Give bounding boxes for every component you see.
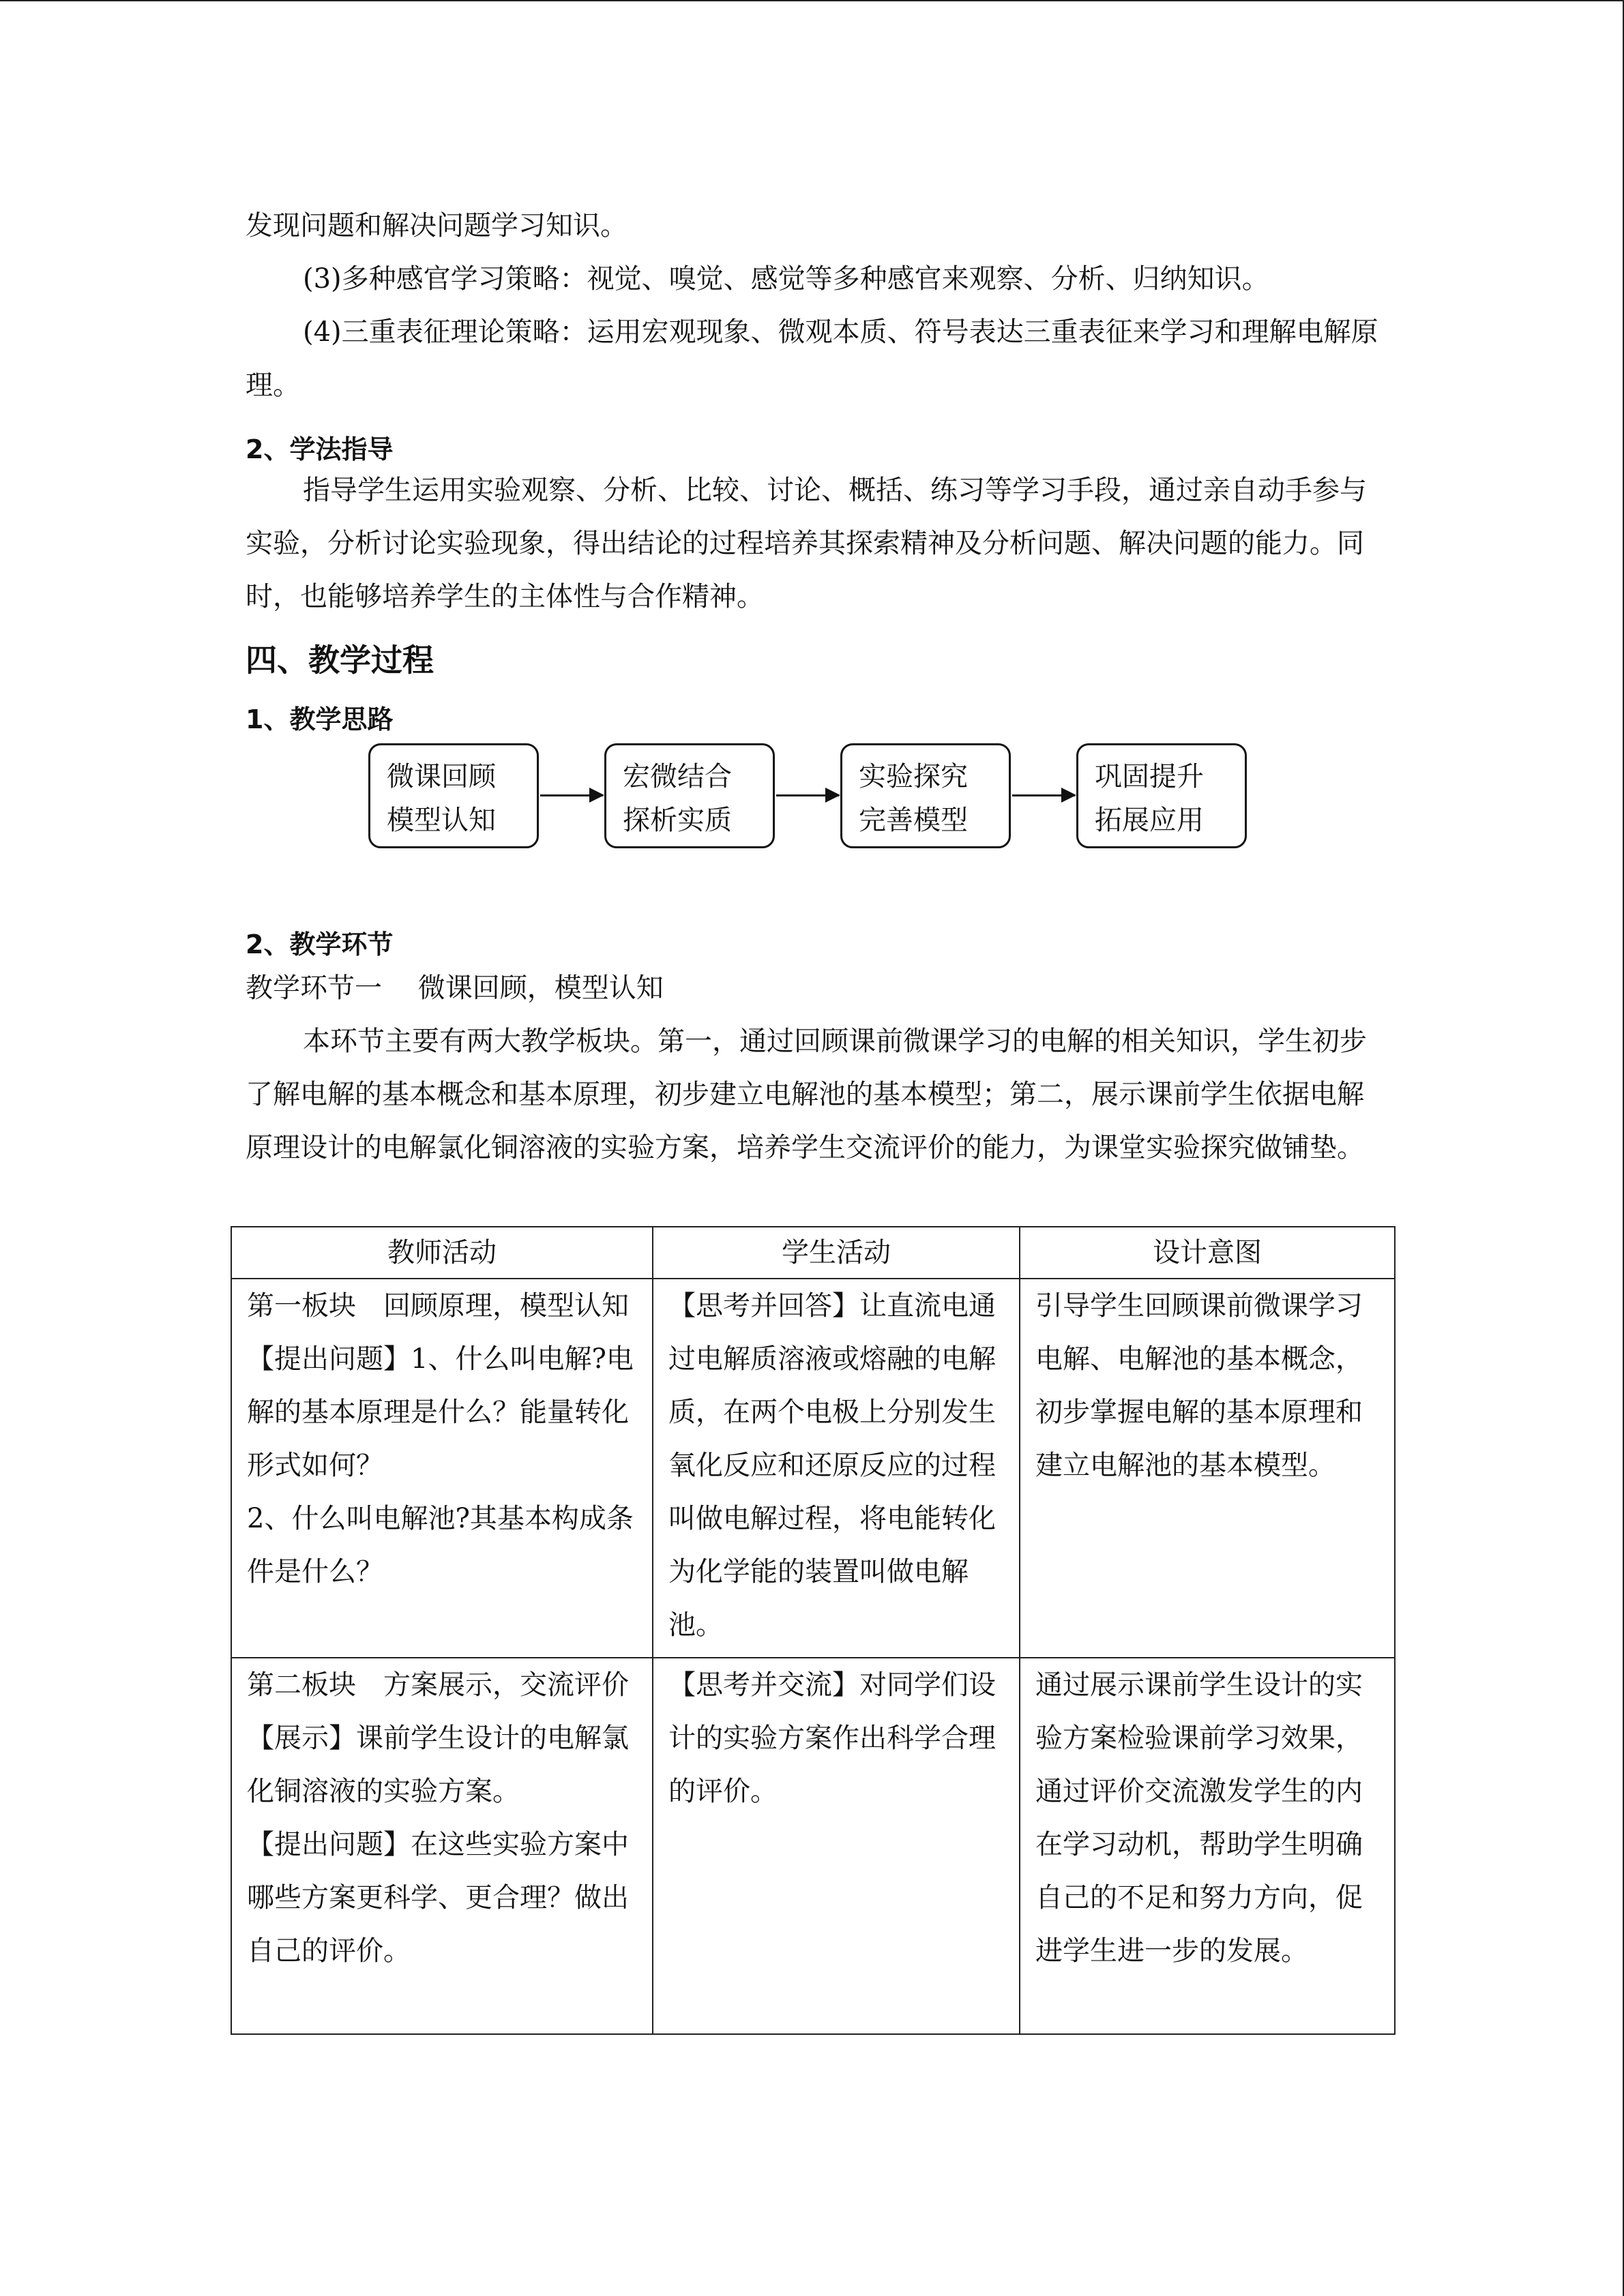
table-row <box>231 1658 1395 2034</box>
stage1-paragraph: 本环节主要有两大教学板块。第一，通过回顾课前微课学习的电解的相关知识，学生初步了解电解的基本概念和基本原理，初步建立电解池的基本模型；第二，展示课前学生依据电解原理设计的电解氯化铜溶液的实验方案，培养学生交流评价的能力，为课堂实验探究做铺垫。 <box>246 1026 1367 1163</box>
teacher-demo: 【展示】课前学生设计的电解氯化铜溶液的实验方案。 <box>247 1723 629 1807</box>
intro-line: 发现问题和解决问题学习知识。 <box>246 210 628 241</box>
table-header-row <box>231 1227 1395 1279</box>
header-teacher-activity: 教师活动 <box>231 1227 653 1279</box>
strategy-4: (4)三重表征理论策略：运用宏观现象、微观本质、符号表达三重表征来学习和理解电解原理。 <box>246 316 1378 401</box>
flow-step-3-line1: 实验探究 <box>859 761 968 792</box>
teacher-activity-cell <box>231 1279 653 1658</box>
learning-guidance-paragraph: 指导学生运用实验观察、分析、比较、讨论、概括、练习等学习手段，通过亲自动手参与实验，分析讨论实验现象，得出结论的过程培养其探索精神及分析问题、解决问题的能力。同时，也能够培养学生的主体性与合作精神。 <box>246 475 1367 612</box>
table-row <box>231 1279 1395 1658</box>
teacher-question: 2、什么叫电解池?其基本构成条件是什么？ <box>247 1503 634 1587</box>
flow-arrow-3 <box>1012 794 1075 796</box>
teacher-question: 【提出问题】在这些实验方案中哪些方案更科学、更合理？做出自己的评价。 <box>247 1829 629 1967</box>
design-intent-cell: 引导学生回顾课前微课学习电解、电解池的基本概念，初步掌握电解的基本原理和建立电解池的基本模型。 <box>1020 1279 1395 1658</box>
flow-step-3 <box>840 743 1011 848</box>
section-title: 四、教学过程 <box>246 642 434 679</box>
flow-arrow-2 <box>776 794 839 796</box>
approach-heading: 1、教学思路 <box>246 704 394 734</box>
student-activity-cell: 【思考并交流】对同学们设计的实验方案作出科学合理的评价。 <box>653 1658 1020 2034</box>
strategy-3: (3)多种感官学习策略：视觉、嗅觉、感觉等多种感官来观察、分析、归纳知识。 <box>303 263 1269 295</box>
flow-step-4-line2: 拓展应用 <box>1095 805 1204 836</box>
teaching-flow-diagram <box>368 743 1255 852</box>
learning-guidance-heading: 2、学法指导 <box>246 434 394 464</box>
teacher-block-title: 第一板块 回顾原理，模型认知 <box>247 1290 629 1322</box>
flow-step-1-line2: 模型认知 <box>387 805 496 836</box>
teacher-activity-cell <box>231 1658 653 2034</box>
flow-step-1 <box>368 743 539 848</box>
header-design-intent: 设计意图 <box>1020 1227 1395 1279</box>
flow-step-1-line1: 微课回顾 <box>387 761 496 792</box>
flow-step-4 <box>1076 743 1247 848</box>
flow-step-2-line1: 宏微结合 <box>623 761 732 792</box>
design-intent-cell: 通过展示课前学生设计的实验方案检验课前学习效果，通过评价交流激发学生的内在学习动机，帮助学生明确自己的不足和努力方向，促进学生进一步的发展。 <box>1020 1658 1395 2034</box>
flow-step-4-line1: 巩固提升 <box>1095 761 1204 792</box>
flow-arrow-1 <box>540 794 603 796</box>
header-student-activity: 学生活动 <box>653 1227 1020 1279</box>
stage1-title: 教学环节一 微课回顾，模型认知 <box>246 972 664 1004</box>
student-activity-cell: 【思考并回答】让直流电通过电解质溶液或熔融的电解质，在两个电极上分别发生氧化反应和还原反应的过程叫做电解过程，将电能转化为化学能的装置叫做电解池。 <box>653 1279 1020 1658</box>
flow-step-3-line2: 完善模型 <box>859 805 968 836</box>
teacher-block-title: 第二板块 方案展示，交流评价 <box>247 1669 629 1701</box>
flow-step-2-line2: 探析实质 <box>623 805 732 836</box>
teacher-question: 【提出问题】1、什么叫电解?电解的基本原理是什么？能量转化形式如何？ <box>247 1343 634 1481</box>
flow-step-2 <box>604 743 775 848</box>
stages-heading: 2、教学环节 <box>246 929 394 959</box>
activities-table <box>231 1226 1396 2035</box>
